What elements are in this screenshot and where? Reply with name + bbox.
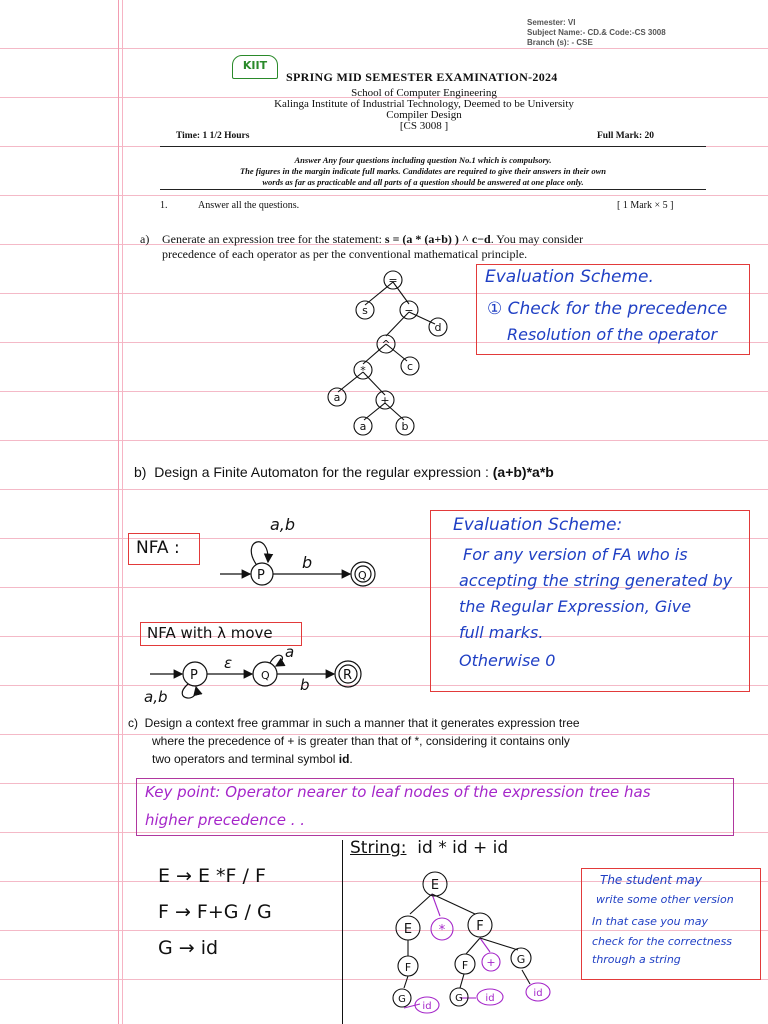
tree-label-minus: − [404, 304, 414, 317]
margin-line [118, 0, 119, 1024]
instruction-line-1: Answer Any four questions including question No.1 which is compulsory. [294, 155, 552, 165]
eval-b-line-1: For any version of FA who is [463, 545, 688, 564]
eval-b-line-4: full marks. [459, 623, 544, 642]
exam-title: SPRING MID SEMESTER EXAMINATION-2024 [286, 70, 558, 84]
part-a-expression: s = (a * (a+b) ) ^ c−d [384, 232, 491, 246]
nfa-lambda-diagram [140, 640, 380, 710]
part-c-line-3 [128, 750, 748, 768]
parse-tree [380, 864, 580, 1024]
tree-label-d: d [434, 321, 442, 334]
note-line-4: check for the correctness [592, 935, 733, 948]
q1-text: Answer all the questions. [198, 200, 300, 211]
nfa2-r-label: R [343, 668, 353, 683]
margin-line-inner [122, 0, 123, 1024]
nfa-loop-label: a,b [270, 515, 296, 534]
full-mark-text: Full Mark: 20 [597, 131, 654, 141]
q1-marks: [ 1 Mark × 5 ] [617, 200, 674, 211]
header-meta [527, 18, 666, 48]
part-a-question [162, 232, 583, 247]
part-b-label: b) [134, 464, 147, 480]
course-name: Compiler Design [386, 109, 462, 121]
eval-box-b [430, 510, 750, 692]
eval-b-title: Evaluation Scheme: [453, 515, 623, 535]
instructions [140, 155, 706, 188]
header-rule [160, 146, 706, 147]
part-a-label: a) [140, 232, 150, 246]
nfa-state-p-label: P [257, 568, 265, 583]
nfa2-p-label: P [190, 668, 198, 683]
grammar-rule-2: F → F+G / G [158, 901, 272, 923]
nfa2-loop-p-label: a,b [144, 688, 168, 706]
string-label: String: [350, 838, 407, 858]
nfa-diagram [210, 510, 380, 600]
part-c-line-1 [128, 714, 748, 732]
part-b-text: Design a Finite Automaton for the regular expression : [154, 464, 493, 480]
part-c-text-3-post: . [349, 752, 353, 766]
parse-label-e: E [403, 922, 413, 937]
time-text: Time: 1 1/2 Hours [176, 131, 250, 141]
grammar-rule-3: G → id [158, 937, 219, 959]
subject-text: Subject Name:- CD.& Code:-CS 3008 [527, 28, 666, 37]
eval-b-line-5: Otherwise 0 [459, 651, 556, 670]
kiit-logo: KIIT [232, 55, 278, 79]
tree-label-b: b [401, 420, 409, 433]
part-a-text-post: . You may consider [490, 232, 584, 246]
nfa-edge-label: b [302, 553, 313, 572]
note-line-2: write some other version [596, 893, 734, 906]
tree-label-eq: = [388, 274, 398, 287]
part-b-question [134, 464, 554, 480]
tree-label-plus: + [380, 394, 390, 407]
part-c-text-1: Design a context free grammar in such a manner that it generates expression tree [144, 716, 580, 730]
nfa2-eps-label: ε [224, 654, 233, 672]
parse-label-g-left: G [398, 994, 406, 1005]
nfa-label: NFA : [136, 538, 180, 558]
course-code: [CS 3008 ] [399, 120, 449, 132]
part-c-id: id [338, 752, 350, 766]
eval-a-line-2: Resolution of the operator [507, 325, 718, 344]
tree-label-a1: a [333, 391, 341, 404]
part-a-text-pre: Generate an expression tree for the statement: [162, 232, 385, 246]
parse-label-plus: + [486, 956, 496, 969]
expression-tree [320, 268, 460, 443]
parse-label-f-right: F [461, 959, 469, 972]
instruction-line-3: words as far as practicable and all parts of a question should be answered at one place only. [262, 177, 584, 187]
tree-label-s: s [362, 304, 368, 317]
eval-a-title: Evaluation Scheme. [485, 267, 654, 287]
nfa2-loop-q-label: a [285, 643, 295, 661]
nfa2-q-label: Q [261, 669, 270, 682]
nfa-lambda-label: NFA with λ move [147, 624, 273, 642]
tree-label-c: c [406, 360, 414, 373]
part-c-text-3: two operators and terminal symbol [152, 752, 339, 766]
keypoint-line-2: higher precedence . . [145, 811, 306, 829]
grammar-rule-1: E → E *F / F [158, 865, 266, 887]
institute-name: Kalinga Institute of Industrial Technology, Deemed to be University [274, 98, 574, 110]
part-c-question [128, 714, 748, 768]
q1-number: 1. [160, 200, 168, 211]
parse-label-g-mid: G [455, 993, 463, 1004]
grammar-rules [158, 858, 272, 966]
nfa-state-q-label: Q [358, 569, 367, 582]
tree-label-caret: ^ [381, 338, 391, 351]
keypoint-line-1: Key point: Operator nearer to leaf nodes of the expression tree has [145, 783, 651, 801]
part-c-label: c) [128, 716, 138, 730]
parse-label-f-left: F [404, 961, 412, 974]
instruction-line-2: The figures in the margin indicate full marks. Candidates are required to give their answers in their own [239, 166, 606, 176]
instructions-rule [160, 189, 706, 190]
parse-label-id-3: id [533, 988, 543, 999]
nfa2-edge-label: b [300, 676, 310, 694]
note-line-1: The student may [600, 873, 702, 887]
school-name: School of Computer Engineering [351, 87, 497, 99]
string-heading [350, 838, 508, 858]
parse-label-g: G [516, 953, 526, 966]
semester-text: Semester: VI [527, 18, 576, 27]
tree-label-mul: * [360, 364, 366, 377]
parse-label-id-2: id [485, 993, 495, 1004]
parse-label-id-1: id [422, 1001, 432, 1012]
branch-text: Branch (s): - CSE [527, 38, 593, 47]
string-value: id * id + id [417, 838, 509, 858]
parse-label-e-root: E [430, 878, 440, 893]
parse-label-mul: * [438, 923, 446, 938]
note-line-5: through a string [592, 953, 681, 966]
nfa-label-box [128, 533, 200, 565]
tree-label-a2: a [359, 420, 367, 433]
note-box [581, 868, 761, 980]
keypoint-box [136, 778, 734, 836]
nfa-loop-p [251, 542, 268, 564]
eval-a-line-1: ① Check for the precedence [487, 299, 728, 319]
string-divider-vertical [342, 840, 343, 1024]
note-line-3: In that case you may [592, 915, 709, 928]
eval-b-line-2: accepting the string generated by [459, 571, 733, 590]
part-b-expression: (a+b)*a*b [492, 464, 554, 480]
part-a-line-2: precedence of each operator as per the conventional mathematical principle. [162, 247, 528, 261]
part-c-line-2: where the precedence of + is greater than that of *, considering it contains only [152, 734, 570, 748]
parse-label-f: F [476, 919, 484, 934]
eval-b-line-3: the Regular Expression, Give [459, 597, 692, 616]
eval-box-a [476, 264, 750, 355]
